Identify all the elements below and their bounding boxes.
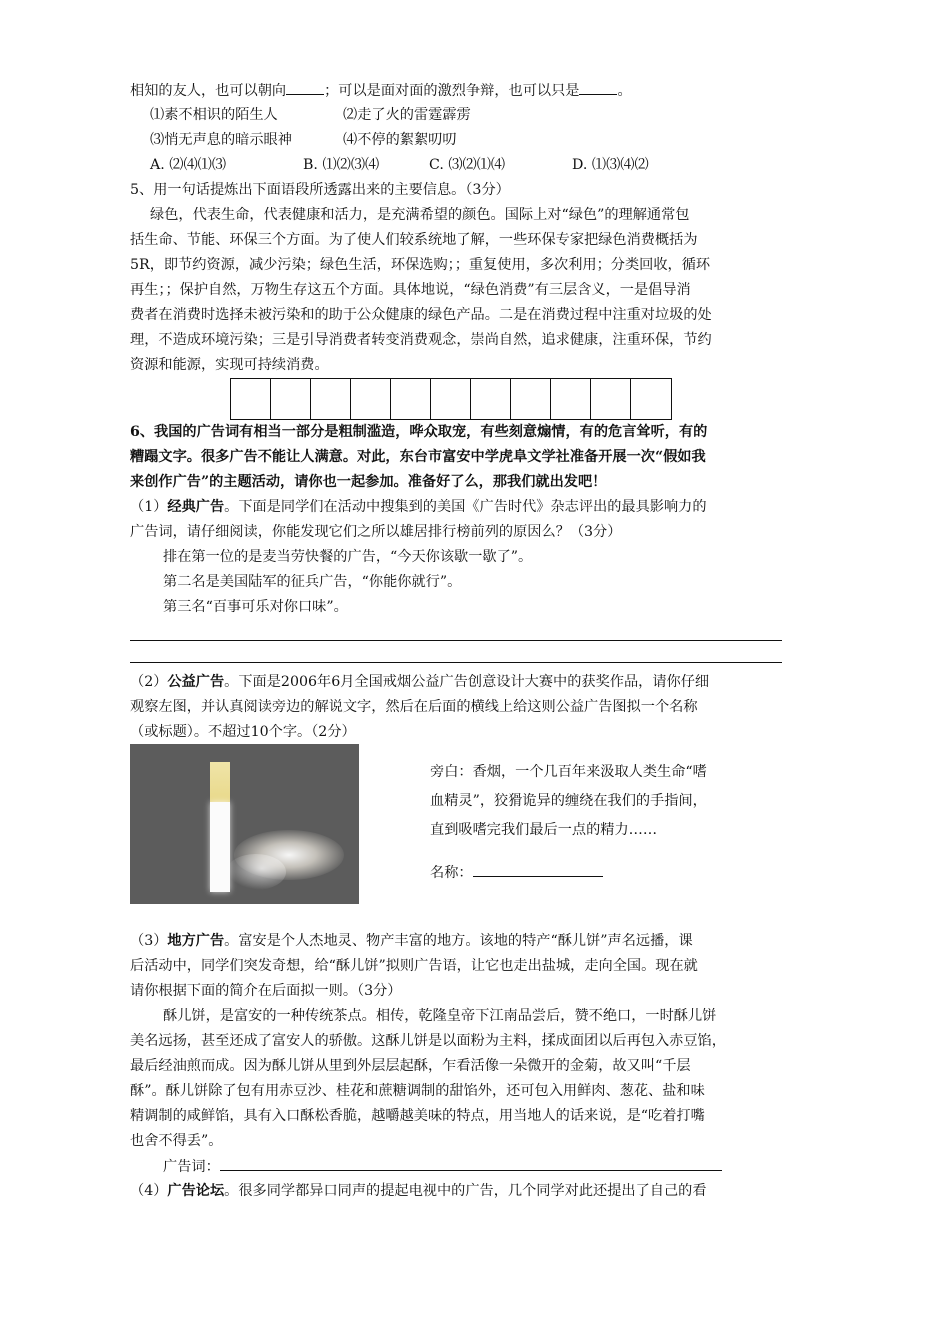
ad-answer-row [130, 1154, 822, 1179]
s3-title: 地方广告 [167, 933, 225, 949]
narration-line: 旁白：香烟，一个几百年来汲取人类生命“嗜 [430, 764, 707, 780]
s2-number: （2） [130, 674, 168, 690]
choice-c[interactable]: C. ⑶⑵⑴⑷ [429, 157, 506, 173]
q4-line [130, 78, 822, 103]
q5-paragraph-line: 绿色，代表生命，代表健康和活力，是充满希望的颜色。国际上对“绿色”的理解通常包 [150, 207, 690, 223]
choice-b[interactable]: B. ⑴⑵⑶⑷ [303, 157, 380, 173]
q5-prompt: 5、用一句话提炼出下面语段所透露出来的主要信息。（3分） [130, 182, 510, 198]
q4-options-row2 [130, 128, 822, 153]
s3-text-line: 请你根据下面的简介在后面拟一则。（3分） [130, 983, 402, 999]
q4-text-c: 。 [617, 83, 632, 99]
s3-section [130, 929, 822, 1204]
s2-heading [130, 670, 822, 695]
q5-paragraph-line: 5R，即节约资源，减少污染；绿色生活，环保选购；；重复使用，多次利用；分类回收，循环 [130, 257, 711, 273]
answer-box-cell[interactable] [391, 379, 431, 419]
answer-box-cell[interactable] [431, 379, 471, 419]
s3-text: 。富安是个人杰地灵、物产丰富的地方。该地的特产“酥儿饼”声名远播，课 [224, 933, 693, 949]
s3-paragraph-line: 也舍不得丢”。 [130, 1133, 223, 1149]
q4-answers [130, 153, 822, 178]
answer-box-cell[interactable] [631, 379, 671, 419]
s2-section [130, 670, 822, 745]
s3-paragraph-line: 精调制的咸鲜馅，具有入口酥松香脆，越嚼越美味的特点，用当地人的话来说，是“吃着打嘴 [130, 1108, 705, 1124]
answer-line[interactable] [130, 640, 782, 641]
choice-d[interactable]: D. ⑴⑶⑷⑵ [572, 157, 649, 173]
s3-paragraph-line: 酥”。酥儿饼除了包有用赤豆沙、桂花和蔗糖调制的甜馅外，还可包入用鲜肉、葱花、盐和味 [130, 1083, 705, 1099]
q6-intro-line: 6、我国的广告词有相当一部分是粗制滥造，哗众取宠，有些刻意煽情，有的危言耸听，有的 [130, 424, 708, 440]
option-1: ⑴素不相识的陌生人 [150, 107, 278, 123]
option-2: ⑵走了火的雷霆霹雳 [343, 107, 471, 123]
answer-box-cell[interactable] [271, 379, 311, 419]
option-4: ⑷不停的絮絮叨叨 [343, 132, 457, 148]
q5-paragraph-line: 资源和能源，实现可持续消费。 [130, 357, 329, 373]
smoke-wisp-shape [226, 854, 286, 890]
answer-box-cell[interactable] [311, 379, 351, 419]
answer-box-cell[interactable] [471, 379, 511, 419]
answer-box-cell[interactable] [351, 379, 391, 419]
s4-text: 。很多同学都异口同声的提起电视中的广告，几个同学对此还提出了自己的看 [224, 1183, 707, 1199]
q6-section [130, 420, 822, 620]
answer-box-grid[interactable] [230, 378, 672, 420]
q6-intro-line: 糟蹋文字。很多广告不能让人满意。对此，东台市富安中学虎阜文学社准备开展一次“假如我 [130, 449, 706, 465]
q5-paragraph-line: 再生；；保护自然，万物生存这五个方面。具体地说，“绿色消费”有三层含义，一是倡导消 [130, 282, 691, 298]
s3-text-line: 后活动中，同学们突发奇想，给“酥儿饼”拟则广告语，让它也走出盐城，走向全国。现在就 [130, 958, 698, 974]
answer-box-cell[interactable] [591, 379, 631, 419]
s1-number: （1） [130, 499, 168, 515]
s3-paragraph-line: 最后经油煎而成。因为酥儿饼从里到外层层起酥，乍看活像一朵微开的金菊，故又叫“千层 [130, 1058, 691, 1074]
s3-number: （3） [130, 933, 168, 949]
answer-line[interactable] [130, 662, 782, 663]
s4-heading [130, 1179, 822, 1204]
anti-smoking-poster-image [130, 744, 359, 904]
s1-heading [130, 495, 822, 520]
cigarette-filter-shape [210, 762, 230, 802]
name-label: 名称： [430, 865, 473, 881]
exam-page [130, 78, 822, 378]
ad-label: 广告词： [163, 1159, 220, 1175]
s3-paragraph-line: 酥儿饼，是富安的一种传统茶点。相传，乾隆皇帝下江南品尝后，赞不绝口，一时酥儿饼 [163, 1008, 717, 1024]
s2-text-line: （或标题）。不超过10个字。（2分） [130, 724, 356, 740]
q5-paragraph-line: 费者在消费时选择未被污染和的助于公众健康的绿色产品。二是在消费过程中注重对垃圾的处 [130, 307, 712, 323]
s1-item: 排在第一位的是麦当劳快餐的广告，“今天你该歇一歇了”。 [163, 549, 533, 565]
q4-text-b: ；可以是面对面的激烈争辩，也可以只是 [324, 83, 580, 99]
q5-paragraph-line: 理，不造成环境污染；三是引导消费者转变消费观念，崇尚自然，追求健康，注重环保，节约 [130, 332, 712, 348]
narration-line: 血精灵”，狡猾诡异的缠绕在我们的手指间， [430, 793, 707, 809]
s1-text-line: 广告词，请仔细阅读，你能发现它们之所以雄居排行榜前列的原因么？（3分） [130, 524, 622, 540]
q4-options-row1 [130, 103, 822, 128]
s1-item: 第二名是美国陆军的征兵广告，“你能你就行”。 [163, 574, 462, 590]
poster-name-row [430, 860, 603, 886]
poster-narration [430, 758, 790, 845]
s3-heading [130, 929, 822, 954]
cigarette-body-shape [210, 802, 230, 892]
name-answer-blank[interactable] [473, 860, 603, 877]
s4-title: 广告论坛 [167, 1183, 225, 1199]
answer-box-cell[interactable] [511, 379, 551, 419]
q6-intro-line: 来创作广告”的主题活动，请你也一起参加。准备好了么，那我们就出发吧！ [130, 474, 607, 490]
s2-text-line: 观察左图，并认真阅读旁边的解说文字，然后在后面的横线上给这则公益广告图拟一个名称 [130, 699, 698, 715]
s2-title: 公益广告 [167, 674, 225, 690]
answer-box-cell[interactable] [231, 379, 271, 419]
answer-box-cell[interactable] [551, 379, 591, 419]
s2-text: 。下面是2006年6月全国戒烟公益广告创意设计大赛中的获奖作品，请你仔细 [224, 674, 710, 690]
s1-title: 经典广告 [167, 499, 225, 515]
q4-text-a: 相知的友人，也可以朝向 [130, 83, 287, 99]
s4-number: （4） [130, 1183, 168, 1199]
choice-a[interactable]: A. ⑵⑷⑴⑶ [150, 157, 227, 173]
s1-item: 第三名“百事可乐对你口味”。 [163, 599, 348, 615]
answer-blank[interactable] [579, 78, 617, 95]
s3-paragraph-line: 美名远扬，甚至还成了富安人的骄傲。这酥儿饼是以面粉为主料，揉成面团以后再包入赤豆馅， [130, 1033, 726, 1049]
narration-line: 直到吸嗜完我们最后一点的精力…… [430, 822, 658, 838]
s1-text: 。下面是同学们在活动中搜集到的美国《广告时代》杂志评出的最具影响力的 [224, 499, 707, 515]
option-3: ⑶悄无声息的暗示眼神 [150, 132, 292, 148]
answer-blank[interactable] [286, 78, 324, 95]
q5-paragraph-line: 括生命、节能、环保三个方面。为了使人们较系统地了解，一些环保专家把绿色消费概括为 [130, 232, 698, 248]
ad-answer-blank[interactable] [220, 1154, 722, 1171]
